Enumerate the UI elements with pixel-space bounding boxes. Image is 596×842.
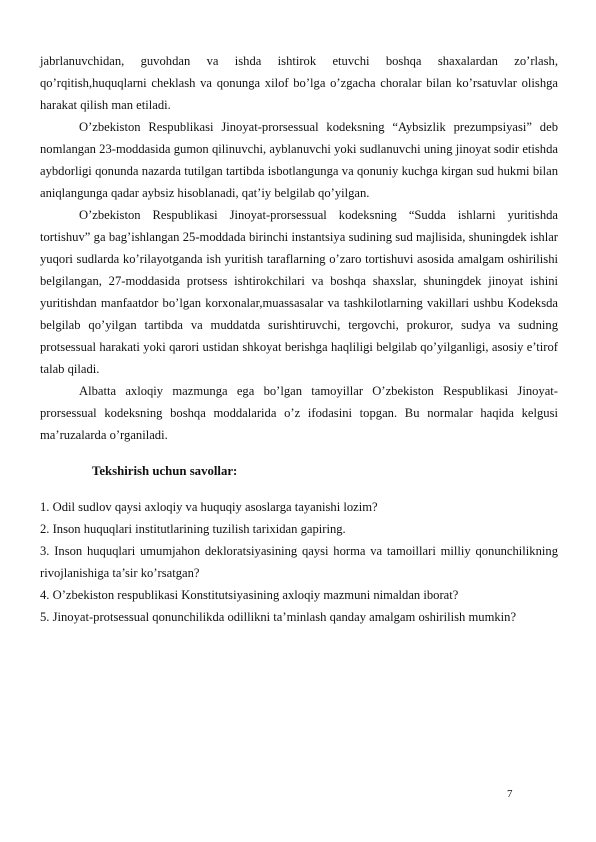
- question-item: 5. Jinoyat-protsessual qonunchilikda odillikni ta’minlash qanday amalgam oshirilish mumkin?: [40, 610, 517, 624]
- question-item: 4. O’zbekiston respublikasi Konstitutsiyasining axloqiy mazmuni nimaldan iborat?: [40, 588, 459, 602]
- paragraph-adversarial: O’zbekiston Respublikasi Jinoyat-prorsessual kodeksning “Sudda ishlarni yuritishda tortishuv” ga bag’ishlangan 25-moddada birinchi instantsiya sudining sud majlisida, shuningdek ishlar yuqori sudlarda ko’rilayotganda ish yuritish taraflarning o’zaro tortishuvi asosida amalgam oshirilishi belgilangan, 27-moddasida protsess ishtirokchilari va boshqa shaxslar, shuningdek jinoyat ishini yuritishdan manfaatdor bo’lgan korxonalar,muassasalar va tashkilotlarning vakillari ushbu Kodeksda belgilab qo’yilgan tartibda va muddatda surishtiruvchi, tergovchi, prokuror, sudya va sudning protsessual harakati yoki qarori ustidan shkoyat berishga haqliligi belgilab qo’yilganligi, asosiy e’tirof talab qiladi.: [40, 208, 558, 376]
- review-questions-heading: Tekshirish uchun savollar:: [92, 464, 238, 478]
- page-content: [40, 50, 558, 628]
- page-number: 7: [507, 788, 513, 800]
- question-item: 3. Inson huquqlari umumjahon dekloratsiyasining qaysi horma va tamoillari milliy qonunchilikning rivojlanishiga ta’sir ko’rsatgan?: [40, 544, 558, 580]
- question-item: 2. Inson huquqlari institutlarining tuzilish tarixidan gapiring.: [40, 522, 346, 536]
- paragraph-conclusion: Albatta axloqiy mazmunga ega bo’lgan tamoyillar O’zbekiston Respublikasi Jinoyat-prorsessual kodeksning boshqa moddalarida o’z ifodasini topgan. Bu normalar haqida kelgusi ma’ruzalarda o’rganiladi.: [40, 384, 558, 442]
- paragraph-continuation: jabrlanuvchidan, guvohdan va ishda ishtirok etuvchi boshqa shaxalardan zo’rlash, qo’rqitish,huquqlarni cheklash va qonunga xilof bo’lga o’zgacha choralar bilan ko’rsatuvlar olishga harakat qilish man etiladi.: [40, 54, 558, 112]
- paragraph-presumption: O’zbekiston Respublikasi Jinoyat-prorsessual kodeksning “Aybsizlik prezumpsiyasi” deb nomlangan 23-moddasida gumon qilinuvchi, ayblanuvchi yoki sudlanuvchi uning jinoyat sodir etishda aybdorligi qonunda nazarda tutilgan tartibda isbotlangunga va qonuniy kuchga kirgan sud hukmi bilan aniqlangunga qadar aybsiz hisoblanadi, qat’iy belgilab qo’yilgan.: [40, 120, 558, 200]
- question-item: 1. Odil sudlov qaysi axloqiy va huquqiy asoslarga tayanishi lozim?: [40, 500, 378, 514]
